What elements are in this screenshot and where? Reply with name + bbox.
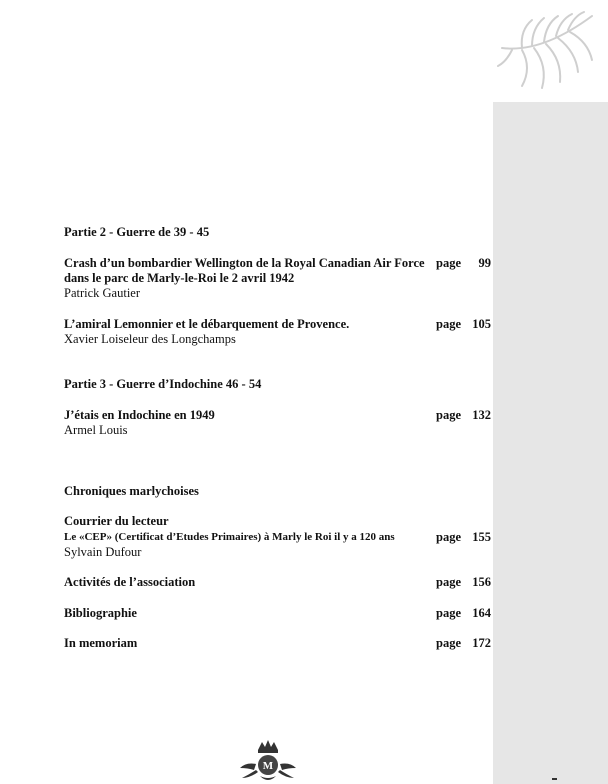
crash-title-line2: dans le parc de Marly-le-Roi le 2 avril 1942 (64, 271, 295, 285)
crest-letter: M (262, 760, 274, 772)
page-number: 99 (478, 256, 491, 270)
courrier-section: Courrier du lecteur (64, 514, 169, 528)
page-label: page (436, 408, 461, 422)
indochine-author: Armel Louis (64, 423, 128, 437)
page-number: 105 (472, 317, 491, 331)
page-label: page (436, 575, 461, 589)
crash-title-line1: Crash d’un bombardier Wellington de la Royal Canadian Air Force (64, 256, 425, 270)
indochine-page-ref (436, 408, 491, 423)
page-label: page (436, 256, 461, 270)
page-label: page (436, 530, 461, 544)
amiral-title: L’amiral Lemonnier et le débarquement de Provence. (64, 317, 350, 331)
page-number: 132 (472, 408, 491, 422)
page-number: 164 (472, 606, 491, 620)
crest-emblem (236, 738, 300, 784)
activites-title: Activités de l’association (64, 575, 196, 589)
page-number: 156 (472, 575, 491, 589)
part3-heading: Partie 3 - Guerre d’Indochine 46 - 54 (64, 377, 262, 391)
page-number: 155 (472, 530, 491, 544)
side-panel (493, 102, 608, 784)
memoriam-page-ref (436, 636, 491, 651)
page-label: page (436, 317, 461, 331)
courrier-author: Sylvain Dufour (64, 545, 142, 559)
amiral-author: Xavier Loiseleur des Longchamps (64, 332, 236, 346)
courrier-title: Le «CEP» (Certificat d’Etudes Primaires) à Marly le Roi il y a 120 ans (64, 531, 395, 543)
biblio-title: Bibliographie (64, 606, 137, 620)
crash-page-ref (436, 256, 491, 271)
activites-page-ref (436, 575, 491, 590)
palm-leaf-ornament (492, 8, 608, 108)
chroniques-heading: Chroniques marlychoises (64, 484, 199, 498)
biblio-page-ref (436, 606, 491, 621)
page-label: page (436, 606, 461, 620)
page-label: page (436, 636, 461, 650)
courrier-page-ref (436, 530, 491, 545)
part2-heading: Partie 2 - Guerre de 39 - 45 (64, 225, 210, 239)
memoriam-title: In memoriam (64, 636, 138, 650)
crash-author: Patrick Gautier (64, 286, 141, 300)
corner-mark (552, 778, 557, 780)
page-number: 172 (472, 636, 491, 650)
indochine-title: J’étais en Indochine en 1949 (64, 408, 215, 422)
amiral-page-ref (436, 317, 491, 332)
